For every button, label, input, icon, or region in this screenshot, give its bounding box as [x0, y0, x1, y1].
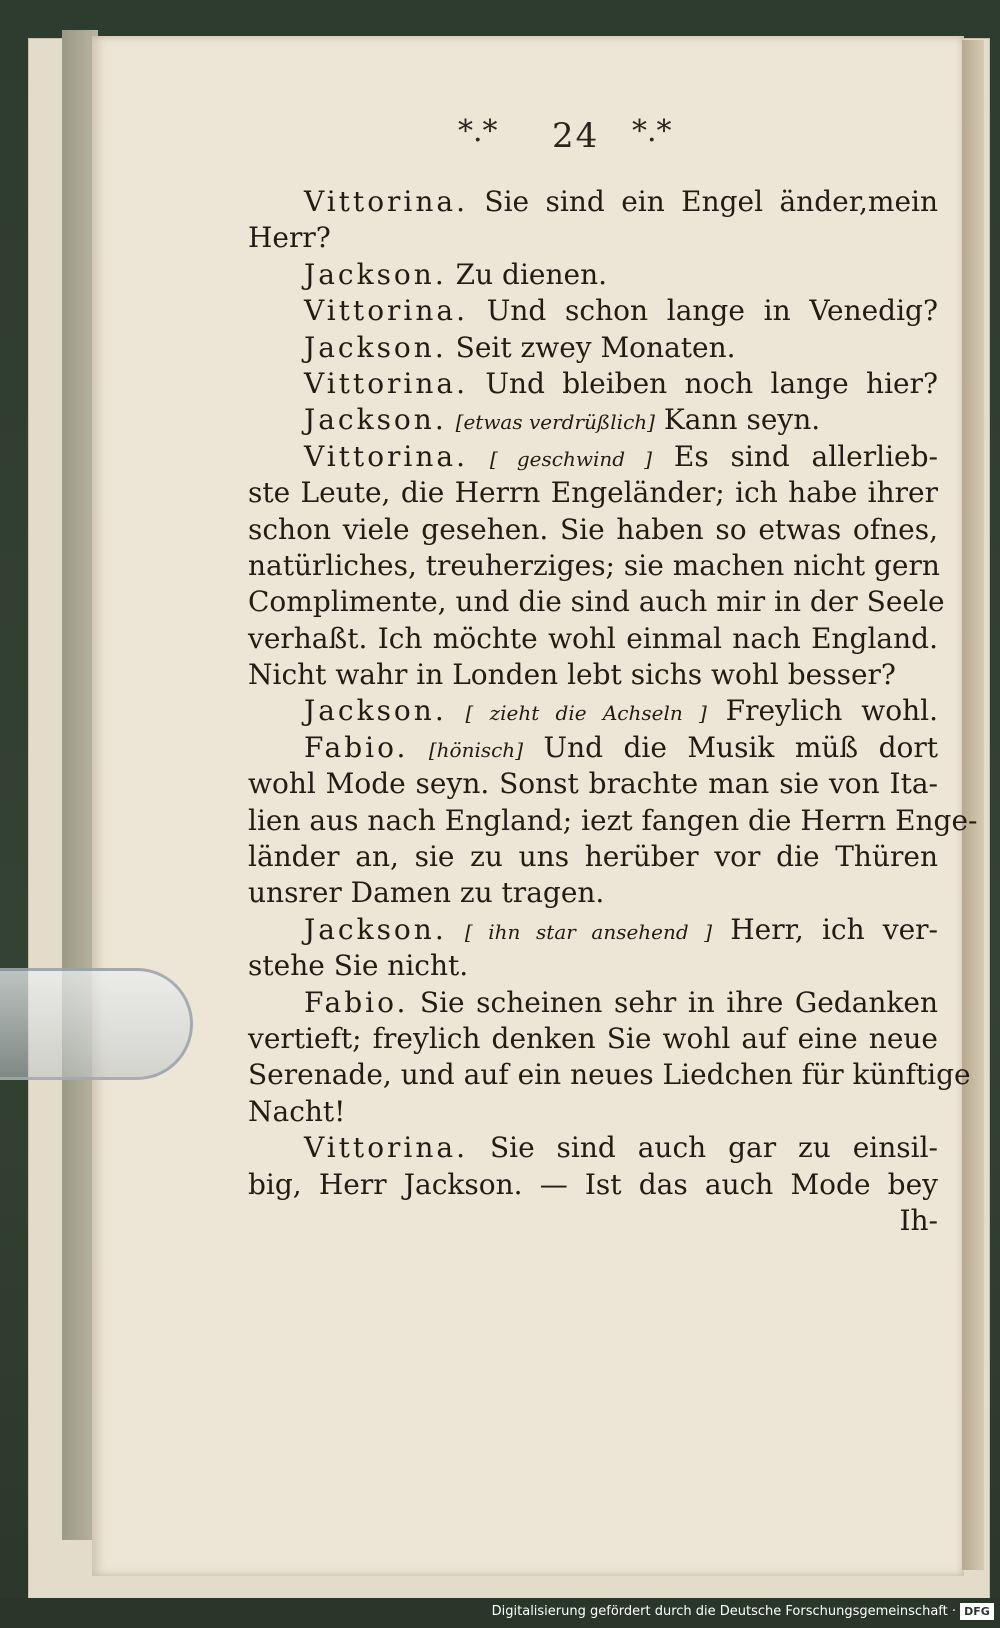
page-holder-clip: [0, 968, 193, 1080]
line-text: wohl Mode seyn. Sonst brachte man sie von Ita-: [248, 767, 938, 801]
stage-direction: [ geschwind ]: [489, 446, 653, 471]
text-line: [248, 875, 938, 911]
speaker-name: Vittorina.: [304, 1131, 469, 1165]
text-line: [248, 366, 938, 402]
text-line: [248, 512, 938, 548]
line-text: vertieft; freylich denken Sie wohl auf eine neue: [248, 1021, 938, 1055]
line-text: Complimente, und die sind auch mir in der Seele: [248, 585, 945, 619]
header-ornament-right: *.*: [632, 114, 672, 149]
page-number: 24: [552, 116, 600, 156]
stage-direction: [hönisch]: [428, 737, 523, 762]
speaker-name: Jackson.: [304, 912, 447, 946]
text-line: [248, 548, 938, 584]
text-line: [248, 1130, 938, 1166]
speaker-name: Vittorina.: [304, 366, 469, 400]
text-line: [248, 1203, 938, 1239]
text-line: [248, 766, 938, 802]
line-text: Sie scheinen sehr in ihre Gedanken: [419, 985, 939, 1019]
text-line: [248, 330, 938, 366]
text-line: [248, 657, 938, 693]
dfg-logo: DFG: [960, 1603, 994, 1620]
line-text: Und bleiben noch lange hier?: [485, 366, 938, 400]
line-text: stehe Sie nicht.: [248, 949, 469, 983]
text-line: [248, 257, 938, 293]
speaker-name: Fabio.: [304, 985, 409, 1019]
line-text: Sie sind ein Engel änder,mein: [484, 185, 939, 218]
line-text: Freylich wohl.: [725, 694, 938, 728]
text-line: [248, 402, 938, 438]
line-text: Zu dienen.: [455, 257, 608, 291]
text-line: [248, 948, 938, 984]
speaker-name: Vittorina.: [304, 185, 469, 218]
text-line: [248, 475, 938, 511]
line-text: Herr, ich ver-: [730, 912, 938, 946]
text-line: [248, 439, 938, 475]
line-text: schon viele gesehen. Sie haben so etwas ofnes,: [248, 512, 938, 546]
page-text: [248, 184, 978, 1239]
line-text: unsrer Damen zu tragen.: [248, 876, 605, 910]
speaker-name: Fabio.: [304, 730, 409, 764]
line-text: Und die Musik müß dort: [543, 730, 939, 764]
line-text: Es sind allerlieb-: [673, 439, 938, 473]
text-line: [248, 1021, 938, 1057]
line-text: ste Leute, die Herrn Engeländer; ich habe ihrer: [248, 476, 938, 510]
text-line: [248, 912, 938, 948]
digitization-credit: Digitalisierung gefördert durch die Deutsche Forschungsgemeinschaft ·: [491, 1604, 956, 1619]
speaker-name: Vittorina.: [304, 294, 469, 328]
text-line: [248, 985, 938, 1021]
line-text: Nacht!: [248, 1094, 346, 1128]
line-text: Ih-: [899, 1203, 938, 1237]
line-text: Nicht wahr in Londen lebt sichs wohl besser?: [248, 658, 896, 692]
text-line: [248, 1094, 938, 1130]
line-text: verhaßt. Ich möchte wohl einmal nach England.: [248, 621, 938, 655]
text-line: [248, 293, 938, 329]
stage-direction: [etwas verdrüßlich]: [455, 410, 655, 435]
line-text: Sie sind auch gar zu einsil-: [489, 1131, 938, 1165]
header-ornament-left: *.*: [458, 114, 498, 149]
text-line: [248, 220, 938, 256]
speaker-name: Jackson.: [304, 257, 447, 291]
text-line: [248, 1057, 971, 1093]
text-line: [248, 621, 938, 657]
text-line: [248, 803, 978, 839]
line-text: länder an, sie zu uns herüber vor die Thüren: [248, 840, 938, 874]
stage-direction: [ ihn star ansehend ]: [464, 919, 713, 944]
speaker-name: Jackson.: [304, 694, 447, 728]
line-text: Herr?: [248, 221, 331, 255]
line-text: Seit zwey Monaten.: [455, 330, 736, 364]
text-line: [248, 693, 938, 729]
line-text: natürliches, treuherziges; sie machen nicht gern: [248, 548, 940, 582]
text-line: [248, 730, 938, 766]
stage-direction: [ zieht die Achseln ]: [465, 701, 707, 726]
line-text: lien aus nach England; iezt fangen die Herrn Enge-: [248, 803, 978, 837]
text-line: [248, 184, 938, 220]
line-text: Und schon lange in Venedig?: [486, 294, 938, 328]
speaker-name: Jackson.: [304, 403, 447, 437]
speaker-name: Jackson.: [304, 330, 447, 364]
text-line: [248, 584, 945, 620]
line-text: big, Herr Jackson. — Ist das auch Mode bey: [248, 1167, 938, 1201]
line-text: Serenade, und auf ein neues Liedchen für künftige: [248, 1058, 971, 1092]
line-text: Kann seyn.: [663, 403, 821, 437]
text-line: [248, 1167, 938, 1203]
speaker-name: Vittorina.: [304, 439, 469, 473]
text-line: [248, 839, 938, 875]
